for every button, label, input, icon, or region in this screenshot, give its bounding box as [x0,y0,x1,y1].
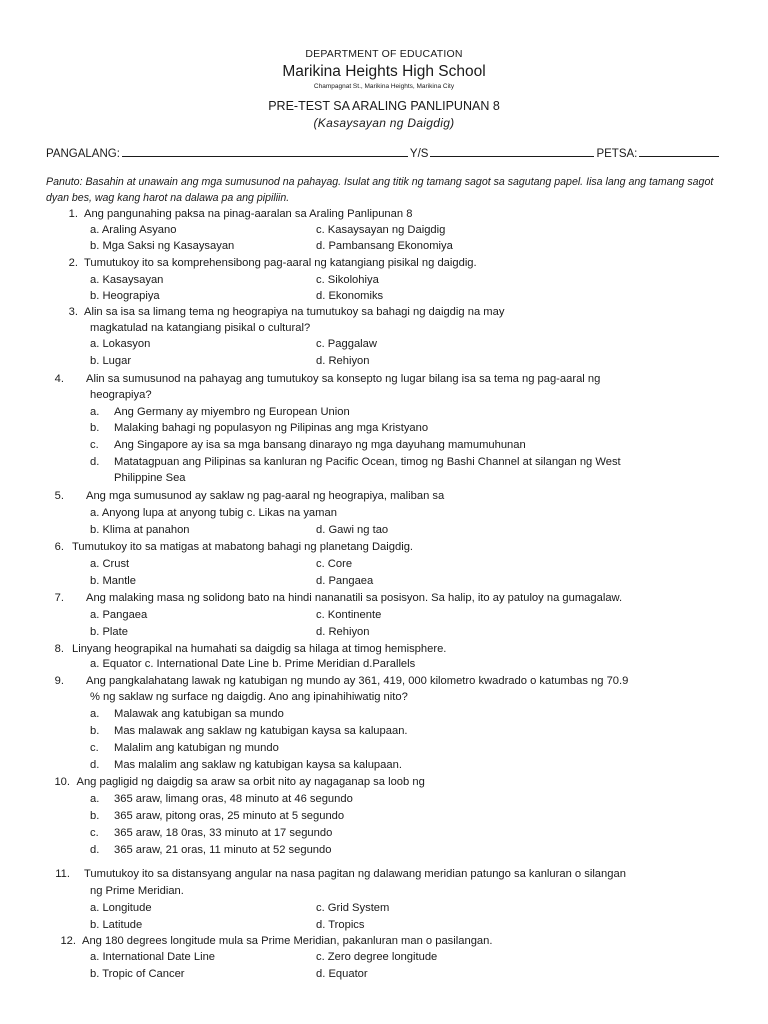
question-text: Ang pagligid ng daigdig sa araw sa orbit nito ay nagaganap sa loob ng [74,776,425,788]
option-line-a-c: a. Anyong lupa at anyong tubig c. Likas na yaman [90,507,337,519]
question-6: 6. Tumutukoy ito sa matigas at mabatong bahagi ng planetang Daigdig. [54,541,414,553]
question-text: Ang 180 degrees longitude mula sa Prime Meridian, pakanluran man o pasilangan. [82,935,493,947]
question-3-continuation: magkatulad na katangiang pisikal o cultural? [90,322,311,334]
date-label: PETSA: [596,148,638,160]
option-c: c. Core [316,558,353,570]
student-info-line [46,146,726,160]
question-text: Alin sa sumusunod na pahayag ang tumutukoy sa konsepto ng lugar bilang isa sa tema ng pag-aaral ng [86,373,601,385]
option-b: b. Lugar [90,355,132,367]
question-text: Tumutukoy ito sa matigas at mabatong bahagi ng planetang Daigdig. [72,541,414,553]
date-blank[interactable] [639,146,719,157]
option-d: d. 365 araw, 21 oras, 11 minuto at 52 segundo [90,844,332,856]
question-9-continuation: % ng saklaw ng surface ng daigdig. Ano ang ipinahihiwatig nito? [90,691,408,703]
option-b: b. Malaking bahagi ng populasyon ng Pilipinas ang mga Kristyano [90,422,429,434]
question-text: Alin sa isa sa limang tema ng heograpiya na tumutukoy sa bahagi ng daigdig na may [84,306,505,318]
school-address: Champagnat St., Marikina Heights, Marikina City [313,83,455,90]
question-text: Ang pangkalahatang lawak ng katubigan ng mundo ay 361, 419, 000 kilometro kwadrado o katumbas ng 70.9 [86,675,629,687]
option-b: b. Mas malawak ang saklaw ng katubigan kaysa sa kalupaan. [90,725,408,737]
option-b: b. Mantle [90,575,137,587]
section-blank[interactable] [430,146,594,157]
option-b: b. 365 araw, pitong oras, 25 minuto at 5 segundo [90,810,345,822]
option-a: a. Araling Asyano [90,224,177,236]
option-c: c. Kasaysayan ng Daigdig [316,224,446,236]
option-d: d. Gawi ng tao [316,524,389,536]
question-11-continuation: ng Prime Meridian. [90,885,184,897]
question-9: 9. Ang pangkalahatang lawak ng katubigan ng mundo ay 361, 419, 000 kilometro kwadrado o katumbas ng 70.9 [54,675,629,687]
test-title: PRE-TEST SA ARALING PANLIPUNAN 8 [268,99,500,113]
option-d-continuation: Philippine Sea [114,472,186,484]
question-text: Ang mga sumusunod ay saklaw ng pag-aaral ng heograpiya, maliban sa [86,490,445,502]
question-11: 11. Tumutukoy ito sa distansyang angular na nasa pagitan ng dalawang meridian patungo sa kanluran o silangan [55,868,626,880]
option-a: a. Longitude [90,902,152,914]
option-a: a. Kasaysayan [90,274,164,286]
question-text: Ang pangunahing paksa na pinag-aaralan sa Araling Panlipunan 8 [84,208,413,220]
question-4: 4. Alin sa sumusunod na pahayag ang tumutukoy sa konsepto ng lugar bilang isa sa tema ng pag-aaral ng [54,373,601,385]
option-d: d. Rehiyon [316,355,370,367]
question-text: Ang malaking masa ng solidong bato na hindi nananatili sa posisyon. Sa halip, ito ay patuloy na gumagalaw. [86,592,623,604]
name-blank[interactable] [122,146,408,157]
option-a: a. 365 araw, limang oras, 48 minuto at 46 segundo [90,793,353,805]
question-2: 2. Tumutukoy ito sa komprehensibong pag-aaral ng katangiang pisikal ng daigdig. [68,257,477,269]
test-subtitle: (Kasaysayan ng Daigdig) [313,116,455,130]
option-d: d. Rehiyon [316,626,370,638]
option-a: a. Pangaea [90,609,148,621]
option-c: c. Ang Singapore ay isa sa mga bansang dinarayo ng mga dayuhang mamumuhunan [90,439,526,451]
question-12: 12. Ang 180 degrees longitude mula sa Prime Meridian, pakanluran man o pasilangan. [60,935,493,947]
question-3: 3. Alin sa isa sa limang tema ng heograpiya na tumutukoy sa bahagi ng daigdig na may [68,306,505,318]
option-line: a. Equator c. International Date Line b. Prime Meridian d.Parallels [90,658,416,670]
option-c: c. Kontinente [316,609,382,621]
option-b: b. Plate [90,626,128,638]
option-c: c. Malalim ang katubigan ng mundo [90,742,279,754]
option-a: a. Malawak ang katubigan sa mundo [90,708,284,720]
option-a: a. International Date Line [90,951,216,963]
option-d: d. Tropics [316,919,365,931]
option-d: d. Mas malalim ang saklaw ng katubigan kaysa sa kalupaan. [90,759,402,771]
section-label: Y/S [409,148,429,160]
option-b: b. Klima at panahon [90,524,190,536]
option-a: a. Lokasyon [90,338,151,350]
option-b: b. Latitude [90,919,143,931]
option-d: d. Ekonomiks [316,290,384,302]
name-label: PANGALANG: [46,148,120,160]
option-c: c. Grid System [316,902,390,914]
option-b: b. Tropic of Cancer [90,968,185,980]
question-8: 8. Linyang heograpikal na humahati sa daigdig sa hilaga at timog hemisphere. [54,643,447,655]
option-c: c. Zero degree longitude [316,951,438,963]
option-b: b. Heograpiya [90,290,160,302]
option-d: d. Pangaea [316,575,374,587]
option-a: a. Crust [90,558,130,570]
instructions [46,174,718,206]
question-7: 7. Ang malaking masa ng solidong bato na hindi nananatili sa posisyon. Sa halip, ito ay patuloy na gumagalaw. [54,592,623,604]
option-d: d. Equator [316,968,368,980]
question-text: Linyang heograpikal na humahati sa daigdig sa hilaga at timog hemisphere. [72,643,447,655]
option-a: a. Ang Germany ay miyembro ng European Union [90,406,350,418]
question-text: Tumutukoy ito sa distansyang angular na nasa pagitan ng dalawang meridian patungo sa kanluran o silangan [84,868,626,880]
question-10: 10. Ang pagligid ng daigdig sa araw sa orbit nito ay nagaganap sa loob ng [54,776,425,788]
instructions-label: Panuto [46,176,80,188]
option-b: b. Mga Saksi ng Kasaysayan [90,240,235,252]
question-1: 1. Ang pangunahing paksa na pinag-aaralan sa Araling Panlipunan 8 [68,208,413,220]
option-c: c. 365 araw, 18 0ras, 33 minuto at 17 segundo [90,827,333,839]
question-4-continuation: heograpiya? [90,389,152,401]
option-c: c. Paggalaw [316,338,377,350]
department-name: DEPARTMENT OF EDUCATION [305,48,463,60]
option-d: d. Pambansang Ekonomiya [316,240,453,252]
question-text: Tumutukoy ito sa komprehensibong pag-aaral ng katangiang pisikal ng daigdig. [84,257,477,269]
option-d: d. Matatagpuan ang Pilipinas sa kanluran ng Pacific Ocean, timog ng Bashi Channel at silangan ng West [90,456,621,468]
school-name: Marikina Heights High School [282,63,486,80]
option-c: c. Sikolohiya [316,274,379,286]
instructions-text: : Basahin at unawain ang mga sumusunod na pahayag. Isulat ang titik ng tamang sagot sa sagutang papel. Iisa lang ang tamang sagot dyan bes, wag kang harot na dalawa pa ang pipiliin. [46,176,714,204]
question-5: 5. Ang mga sumusunod ay saklaw ng pag-aaral ng heograpiya, maliban sa [54,490,445,502]
